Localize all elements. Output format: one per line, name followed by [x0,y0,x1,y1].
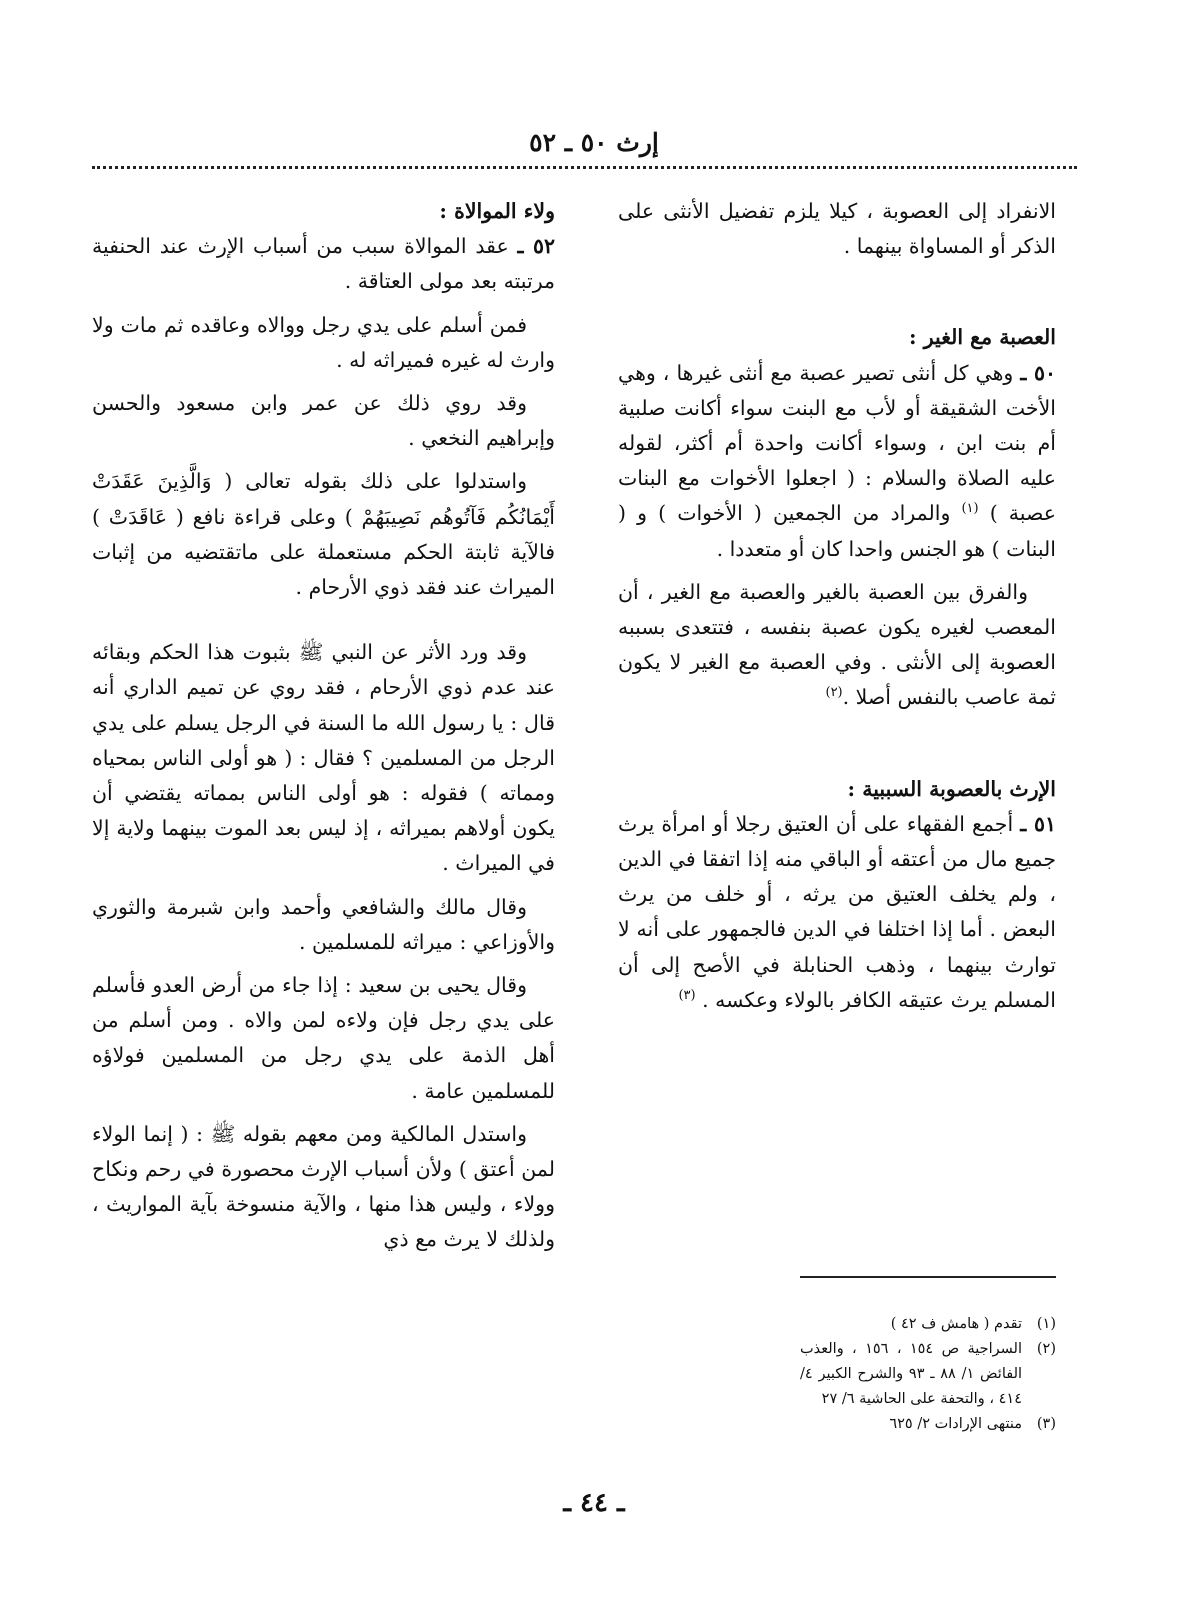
paragraph-51 [618,807,1056,1018]
footnote-text: السراجية ص ١٥٤ ، ١٥٦ ، والعذب الفائض ١/ ٨٨ ـ ٩٣ والشرح الكبير ٤/ ٤١٤ ، والتحفة على الحاشية ٦/ ٢٧ [800,1341,1023,1407]
running-title: إرث ٥٠ ـ ٥٢ [529,128,659,157]
left-column [92,194,555,1258]
right-column [618,194,1056,1018]
paragraph-number: ٥١ ـ [1020,811,1056,836]
footnote-marker: (٣) [678,988,696,1004]
paragraph-text: والمراد من الجمعين ( الأخوات ) و ( البنات ) هو الجنس واحدا كان أو متعددا . [618,501,1056,561]
page-number: ـ ٤٤ ـ [563,1488,625,1518]
paragraph: وقال مالك والشافعي وأحمد وابن شبرمة والثوري والأوزاعي : ميراثه للمسلمين . [92,894,555,954]
footnote-text: تقدم ( هامش ف ٤٢ ) [890,1316,1022,1332]
paragraph: واستدل المالكية ومن معهم بقوله ﷺ : ( إنما الولاء لمن أعتق ) ولأن أسباب الإرث محصورة في رحم ونكاح وولاء ، وليس هذا منها ، والآية منسوخة بآية المواريث ، ولذلك لا يرث مع ذي [92,1121,555,1252]
paragraph-difference [618,575,1056,716]
continuation-paragraph: الانفراد إلى العصوبة ، كيلا يلزم تفضيل الأنثى على الذكر أو المساواة بينهما . [618,199,1056,259]
paragraph-hadith: وقد ورد الأثر عن النبي ﷺ بثبوت هذا الحكم وبقائه عند عدم ذوي الأرحام ، فقد روي عن تميم الداري أنه قال : يا رسول الله ما السنة في الرجل يسلم على يدي الرجل من المسلمين ؟ فقال : ( هو أولى الناس بمحياه ومماته ) فقوله : هو أولى الناس بمماته يقتضي أن يكون أولاهم بميراثه ، إذ ليس بعد الموت بينهما ولاية إلا في الميراث . [92,640,555,876]
footnote-separator [800,1276,1056,1278]
footnote-number: (١) [1036,1316,1056,1332]
paragraph-50 [618,356,1056,567]
paragraph: وقال يحيى بن سعيد : إذا جاء من أرض العدو فأسلم على يدي رجل فإن ولاءه لمن والاه . ومن أسلم من أهل الذمة على يدي رجل من المسلمين فولاؤه للمسلمين عامة . [92,973,555,1103]
paragraph-text: وهي كل أنثى تصير عصبة مع أنثى غيرها ، وهي الأخت الشقيقة أو لأب مع البنت سواء أكانت صلبية أم بنت ابن ، وسواء أكانت واحدة أم أكثر، لقوله عليه الصلاة والسلام : ( اجعلوا الأخوات مع البنات عصبة ) [618,360,1056,526]
paragraph-text: عقد الموالاة سبب من أسباب الإرث عند الحنفية مرتبته بعد مولى العتاقة . [92,234,555,294]
paragraph-52 [92,229,555,299]
paragraph-number: ٥٠ ـ [1020,360,1056,385]
footnote [800,1312,1056,1337]
section-heading-51: الإرث بالعصوبة السببية : [847,776,1056,801]
footnote-text: منتهى الإرادات ٢/ ٦٢٥ [889,1416,1022,1432]
paragraph-text: أجمع الفقهاء على أن العتيق رجلا أو امرأة يرث جميع مال من أعتقه أو الباقي منه إذا اتفقا في الدين ، ولم يخلف العتيق من يرثه ، أو خلف من يرث البعض . أما إذا اختلفا في الدين فالجمهور على أنه لا توارث بينهما ، وذهب الحنابلة في الأصح إلى أن المسلم يرث عتيقه الكافر بالولاء وعكسه . [618,811,1056,1012]
paragraph-number: ٥٢ ـ [517,234,555,259]
paragraph-text: والفرق بين العصبة بالغير والعصبة مع الغير ، أن المعصب لغيره يكون عصبة بنفسه ، فتتعدى بسببه العصوبة إلى الأنثى . وفي العصبة مع الغير لا يكون ثمة عاصب بالنفس أصلا . [618,579,1056,710]
section-heading-50: العصبة مع الغير : [909,325,1056,350]
footnote-marker: (٢) [825,685,843,701]
paragraph: فمن أسلم على يدي رجل ووالاه وعاقده ثم مات ولا وارث له غيره فميراثه له . [92,312,555,372]
header-dotted-rule [92,166,1077,169]
footnotes [800,1312,1056,1437]
paragraph-quran-citation: واستدلوا على ذلك بقوله تعالى ( وَالَّذِينَ عَقَدَتْ أَيْمَانُكُم فَآتُوهُم نَصِيبَهُمْ ) وعلى قراءة نافع ( عَاقَدَتْ ) فالآية ثابتة الحكم مستعملة على ماتقتضيه من إثبات الميراث عند فقد ذوي الأرحام . [92,469,555,600]
footnote-number: (٢) [1036,1341,1056,1357]
footnote [800,1337,1056,1412]
footnote-marker: (١) [961,501,979,517]
footnote-number: (٣) [1036,1416,1056,1432]
section-heading-52: ولاء الموالاة : [439,199,555,223]
footnote [800,1412,1056,1437]
paragraph: وقد روي ذلك عن عمر وابن مسعود والحسن وإبراهيم النخعي . [92,391,555,451]
